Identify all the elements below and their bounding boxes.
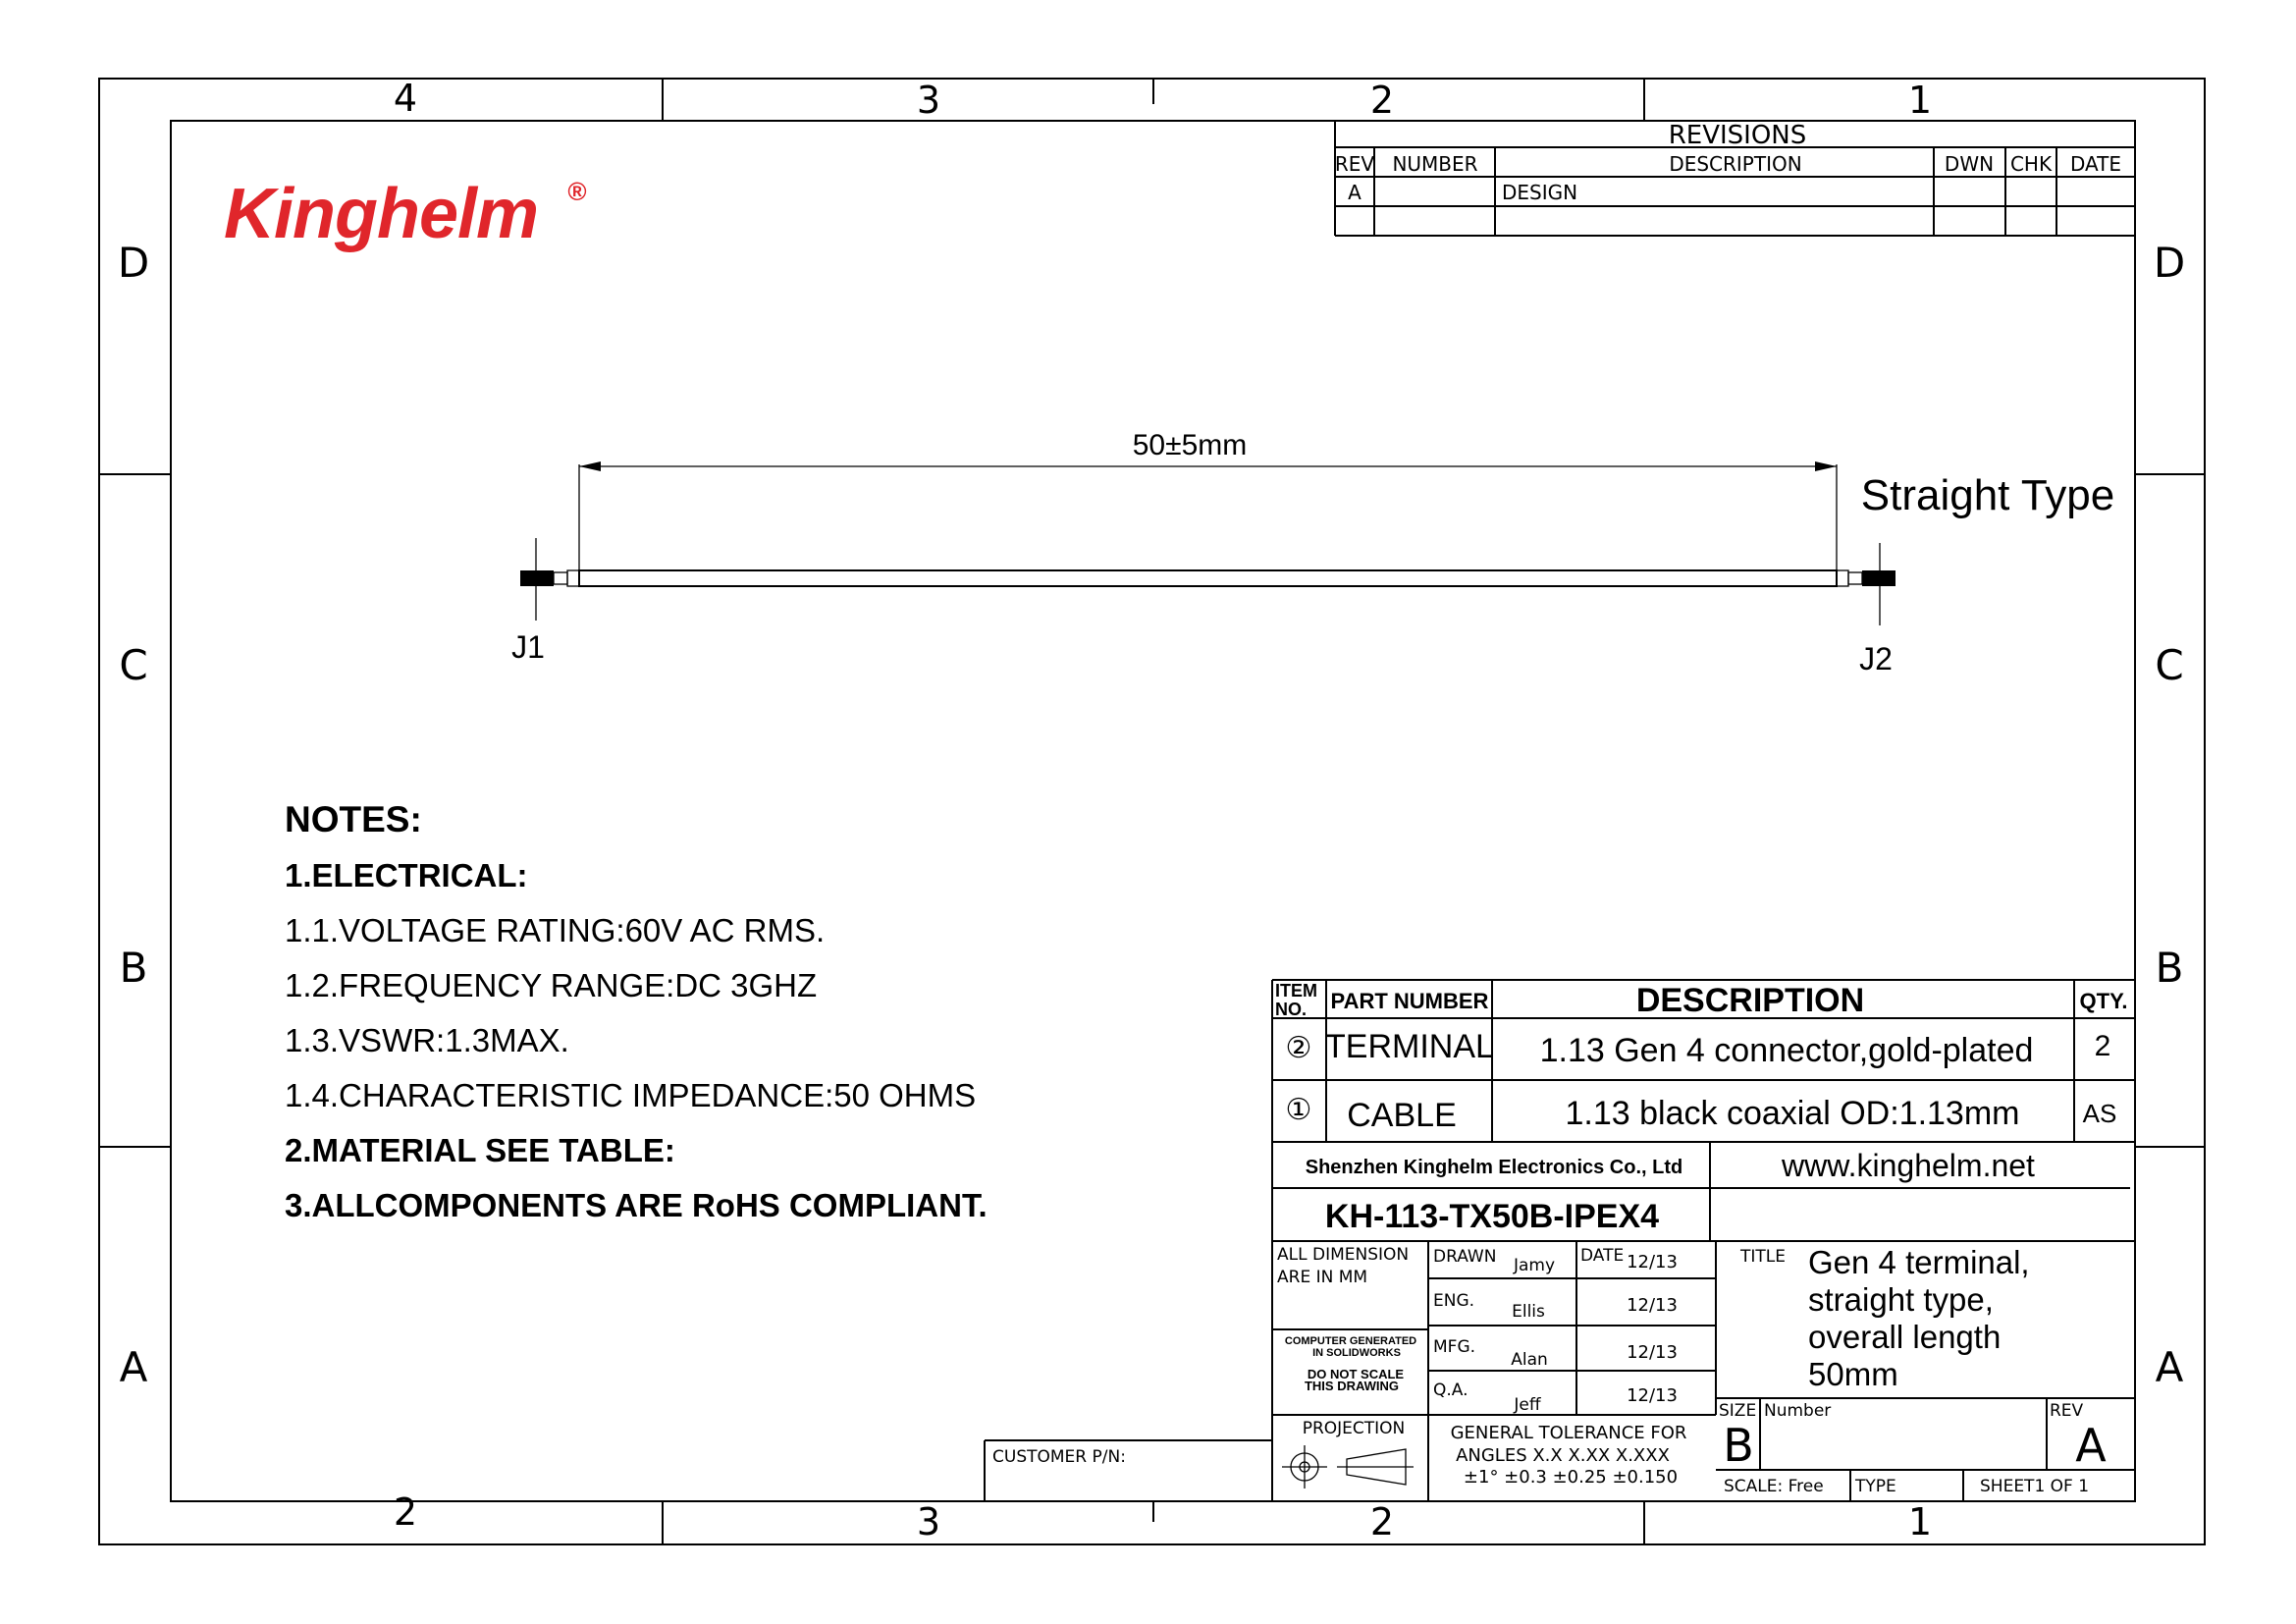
zone-row-left-d: D [117,239,150,287]
approval-name: Jamy [1513,1256,1556,1275]
approval-name: Ellis [1512,1302,1545,1322]
zone-col-bottom-1: 2 [393,1490,418,1534]
zone-row-left-b: B [119,944,148,992]
notes-line: 1.1.VOLTAGE RATING:60V AC RMS. [285,912,826,948]
bom-header-part-number: PART NUMBER [1330,989,1489,1013]
rev-label: REV [2050,1401,2084,1421]
notes-line: 1.ELECTRICAL: [285,857,528,893]
do-not-scale-2: THIS DRAWING [1304,1379,1400,1393]
date-label: DATE [1580,1246,1625,1266]
zone-row-right-c: C [2155,641,2184,689]
rev-row-rev: A [1348,181,1362,204]
notes-heading: NOTES: [285,799,422,839]
notes [285,799,988,1223]
rev-header-chk: CHK [2009,152,2053,176]
rev-row-description: DESIGN [1502,181,1578,204]
projection-symbol-icon [1282,1445,1414,1489]
title-label: TITLE [1740,1247,1786,1267]
notes-line: 1.4.CHARACTERISTIC IMPEDANCE:50 OHMS [285,1077,977,1113]
size-label: SIZE [1719,1401,1757,1421]
bom-row-description: 1.13 Gen 4 connector,gold-plated [1539,1032,2034,1069]
bom-row-part: CABLE [1347,1097,1457,1134]
approval-name: Alan [1511,1350,1548,1370]
approval-role: Q.A. [1433,1380,1468,1400]
title-block [985,1142,2135,1501]
sheet-label: SHEET1 OF 1 [1980,1477,2090,1496]
zone-row-left-a: A [119,1343,148,1391]
number-label: Number [1764,1401,1832,1421]
rev-header-number: NUMBER [1392,152,1478,176]
approval-role: MFG. [1433,1337,1476,1357]
notes-line: 2.MATERIAL SEE TABLE: [285,1132,675,1168]
rev-value: A [2075,1419,2107,1472]
tolerance-line-2: ANGLES X.X X.XX X.XXX [1456,1445,1670,1466]
all-dimension-2: ARE IN MM [1277,1268,1368,1287]
tolerance-line-3: ±1° ±0.3 ±0.25 ±0.150 [1463,1467,1679,1488]
projection-label: PROJECTION [1302,1419,1406,1438]
type-field: TYPE [1855,1477,1896,1496]
bom-row-description: 1.13 black coaxial OD:1.13mm [1565,1095,2020,1132]
title-line: straight type, [1808,1281,1994,1318]
dimension-arrow-right-icon [1815,461,1837,471]
revisions-title: REVISIONS [1668,121,1807,150]
do-not-scale-1: DO NOT SCALE [1307,1367,1405,1381]
bom-row-part: TERMINAL [1325,1028,1494,1065]
zone-col-bottom-2: 3 [916,1500,941,1543]
zone-col-top-4: 1 [1907,79,1933,122]
zone-col-top-2: 3 [916,79,941,122]
approval-name: Jeff [1514,1395,1541,1415]
rev-header-date: DATE [2069,152,2122,176]
scale-label: SCALE: Free [1724,1477,1824,1496]
zone-row-right-b: B [2155,944,2184,992]
cable-body [579,570,1837,586]
approval-date: 12/13 [1627,1295,1678,1316]
zone-row-right-d: D [2153,239,2186,287]
connector-j1-label: J1 [511,629,545,665]
dimension-label: 50±5mm [1132,429,1248,461]
approval-role: DRAWN [1433,1247,1497,1267]
part-number: KH-113-TX50B-IPEX4 [1324,1198,1660,1235]
size-value: B [1723,1419,1754,1472]
bom-row-item: ② [1285,1032,1312,1064]
logo-registered: ® [567,177,587,206]
connector-j2-label: J2 [1859,641,1893,677]
zone-row-right-a: A [2155,1343,2184,1391]
kinghelm-logo [224,175,587,253]
approval-date: 12/13 [1627,1252,1678,1272]
approval-date: 12/13 [1627,1385,1678,1406]
title-line: Gen 4 terminal, [1808,1244,2030,1280]
approval-role: ENG. [1433,1291,1475,1311]
logo-text: Kinghelm [224,175,539,253]
bom-header-item-1: ITEM [1275,981,1317,1001]
notes-line: 1.2.FREQUENCY RANGE:DC 3GHZ [285,967,818,1003]
all-dimension-1: ALL DIMENSION [1277,1245,1410,1265]
rev-header-dwn: DWN [1944,152,1995,176]
zone-col-bottom-3: 2 [1369,1500,1395,1543]
notes-line: 3.ALLCOMPONENTS ARE RoHS COMPLIANT. [285,1187,988,1223]
bom-row-qty: 2 [2094,1030,2111,1062]
zone-col-top-3: 2 [1369,79,1395,122]
title-line: overall length [1808,1319,2002,1355]
computer-generated-1: COMPUTER GENERATED [1284,1335,1417,1347]
computer-generated-2: IN SOLIDWORKS [1312,1347,1401,1359]
title-line: 50mm [1808,1356,1898,1392]
bom-row-item: ① [1285,1094,1312,1126]
bom-header-item-2: NO. [1275,1000,1308,1019]
rev-header-description: DESCRIPTION [1669,152,1802,176]
zone-col-top-1: 4 [393,77,418,120]
revisions-table [1335,121,2135,236]
rev-header-rev: REV [1334,152,1375,176]
notes-line: 1.3.VSWR:1.3MAX. [285,1022,569,1058]
bom-header-description: DESCRIPTION [1635,982,1865,1019]
connector-j1-icon [520,538,579,621]
type-label: Straight Type [1860,471,2115,519]
approval-date: 12/13 [1627,1342,1678,1363]
zone-col-bottom-4: 1 [1907,1500,1933,1543]
company-website: www.kinghelm.net [1782,1148,2035,1183]
tolerance-line-1: GENERAL TOLERANCE FOR [1450,1423,1687,1443]
bom-row-qty: AS [2082,1099,2117,1128]
bom-header-qty: QTY. [2079,989,2128,1013]
company-name: Shenzhen Kinghelm Electronics Co., Ltd [1305,1157,1683,1178]
connector-j2-icon [1837,543,1896,625]
dimension-arrow-left-icon [579,461,601,471]
cable-drawing [511,429,2114,677]
customer-pn-label: CUSTOMER P/N: [992,1447,1126,1467]
zone-row-left-c: C [119,641,148,689]
